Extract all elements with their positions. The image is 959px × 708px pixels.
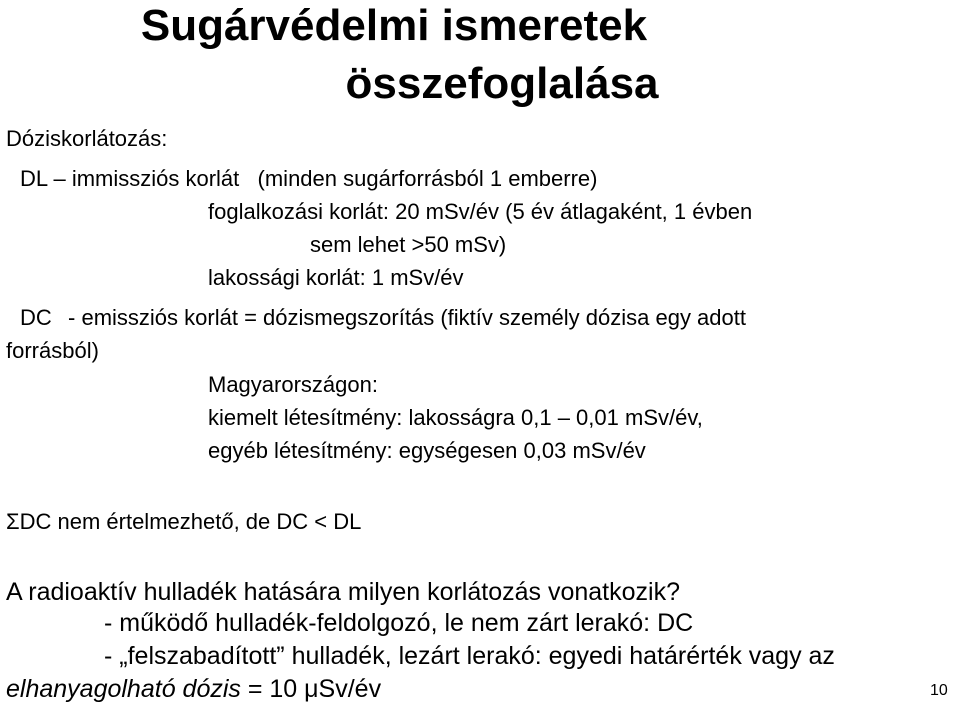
dl-note: (minden sugárforrásból 1 emberre) <box>257 166 598 191</box>
occupational-limit-line1: foglalkozási korlát: 20 mSv/év (5 év átlagaként, 1 évben <box>208 199 753 224</box>
hungary-priority-facility: kiemelt létesítmény: lakosságra 0,1 – 0,01 mSv/év, <box>208 405 703 430</box>
public-limit: lakossági korlát: 1 mSv/év <box>208 265 464 290</box>
page-title-line1: Sugárvédelmi ismeretek <box>140 1 648 50</box>
waste-item-operating: - működő hulladék-feldolgozó, le nem zárt lerakó: DC <box>104 609 694 637</box>
dc-label: DC <box>20 305 52 330</box>
negligible-dose-term: elhanyagolható dózis <box>6 675 241 703</box>
dose-limits-heading: Dóziskorlátozás: <box>6 126 168 151</box>
dc-text-continued: forrásból) <box>6 338 99 363</box>
page-title-line2: összefoglalása <box>345 59 659 108</box>
sum-dc-note: ΣDC nem értelmezhető, de DC < DL <box>6 509 362 534</box>
dl-label: DL <box>20 166 48 191</box>
waste-item-released: - „felszabadított” hulladék, lezárt lerakó: egyedi határérték vagy az <box>104 642 835 670</box>
dl-line <box>20 165 597 193</box>
waste-item-negligible-dose <box>6 674 381 704</box>
negligible-dose-value: = 10 μSv/év <box>240 675 382 703</box>
hungary-heading: Magyarországon: <box>208 372 378 397</box>
page-number: 10 <box>930 682 948 699</box>
hungary-other-facility: egyéb létesítmény: egységesen 0,03 mSv/év <box>208 438 646 463</box>
dl-name: immissziós korlát <box>71 166 240 191</box>
occupational-limit-line2: sem lehet >50 mSv) <box>310 232 507 257</box>
dc-text: - emissziós korlát = dózismegszorítás (fiktív személy dózisa egy adott <box>68 305 746 330</box>
waste-question: A radioaktív hulladék hatására milyen korlátozás vonatkozik? <box>6 578 680 606</box>
dc-line <box>20 304 746 332</box>
dl-dash: – <box>53 166 66 191</box>
